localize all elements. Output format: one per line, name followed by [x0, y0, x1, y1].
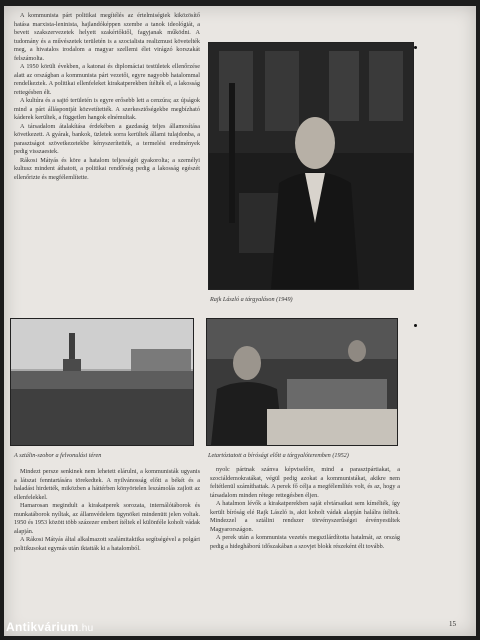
paragraph: A kultúra és a sajtó területén is egyre erősebb lett a cenzúra; az újságok mind a párt álláspontját közvetítették. A szerkesztőségekbe megbízható káderek kerültek, a független hangok elnémultak.	[14, 97, 200, 121]
paragraph: A hatalmon lévők a kirakatperekben saját elvtársaikat sem kímélték, így került bíróság elé Rajk László is, akit koholt vádak alapján halálra ítéltek. Mindezzel a sztálini rendszer törvényszerűségei érvényesültek Magyarországon.	[210, 500, 400, 533]
magazine-page	[4, 6, 476, 636]
crowd-caption: A sztálin-szobor a felvonulási téren	[14, 452, 102, 459]
paragraph: A 1950 körüli években, a katonai és diplomáciai testületek ellenőrzése alatt az országban a kommunista párt vezetői, egyre nagyobb hatalommal rendelkeztek. A politikai ellenfeleket kirakatperekben ítélték el, a lakosság rettegésben élt.	[14, 63, 200, 96]
paragraph: Rákosi Mátyás és köre a hatalom teljességét gyakorolta; a személyi kultusz mindent áthatott, a politikai rendőrség pedig a lakosság egészét ellenőrizte és megfélemlítette.	[14, 156, 200, 181]
paragraph: A társadalom átalakítása érdekében a gazdaság teljes államosítása következett. A gyárak, bankok, üzletek sorra kerültek állami tulajdonba, a parasztságot szövetkezetekbe kényszerítették, a termelési eredmények pedig visszaestek.	[14, 122, 200, 155]
article-column-right-bottom	[210, 466, 400, 618]
crowd-photo-image	[11, 319, 193, 445]
rajk-photo-image	[209, 43, 413, 289]
rajk-caption: Rajk László a tárgyaláson (1949)	[210, 296, 293, 303]
site-watermark	[6, 620, 93, 634]
paragraph: A perek után a kommunista vezetés megszilárdította hatalmát, az ország pedig a hidegháború időszakában a szovjet blokk részeként élt tovább.	[210, 534, 400, 550]
paragraph: A Rákosi Mátyás által alkalmazott szalámitaktika segítségével a polgári politikusokat egymás után iktatták ki a hatalomból.	[14, 536, 200, 552]
crowd-photo	[10, 318, 194, 446]
section-bullet-top	[414, 46, 417, 49]
paragraph: Mindezt persze senkinek nem lehetett elárulni, a kommunisták ugyanis a látszat fenntartására törekedtek. A nyilvánosság előtt a békét és a haladást hirdették, miközben a háttérben könyörtelen leszámolás zajlott az ellenfelekkel.	[14, 468, 200, 501]
page-number: 15	[449, 620, 456, 628]
trial-caption: Letartóztatott a bírósági előtt a tárgyalóteremben (1952)	[208, 452, 349, 459]
section-bullet-middle	[414, 324, 417, 327]
paragraph: Hamarosan megindult a kirakatperek sorozata, internálótáborok és munkatáborok nyíltak, az államvédelem ügynökei mindenütt jelen voltak. 1950 és 1953 között több százezer embert ítéltek el különféle koholt vádak alapján.	[14, 502, 200, 535]
article-column-left-bottom	[14, 468, 200, 624]
article-column-left-top	[14, 12, 200, 360]
paragraph: A kommunista párt politikai megítélés az értelmiségiek kiközösítő hatása marxista-leninista, hajlandóképpen szembe a tanok ideológiát, a bevett szakszervezetek helyett szakértőktől, fagyjanak működni. A tudomány és a művészetek területén is a szocialista realizmust követelték meg, a hivatalos irodalom a magyar szellemi élet virágzó korszakát felszámolta.	[14, 12, 200, 62]
watermark-tld: .hu	[78, 623, 94, 634]
rajk-photo	[208, 42, 414, 290]
trial-photo	[206, 318, 398, 446]
trial-photo-image	[207, 319, 397, 445]
paragraph: nyolc pártnak szánva képviselőre, mind a parasztpártiakat, a szociáldemokratákat, végül pedig azokat a kommunistákat, akikre nem feltétlenül számíthattak. A perek fő célja a megfélemlítés volt, és az, hogy a társadalom minden rétege rettegésben éljen.	[210, 466, 400, 499]
watermark-name: Antikvárium	[6, 620, 79, 634]
